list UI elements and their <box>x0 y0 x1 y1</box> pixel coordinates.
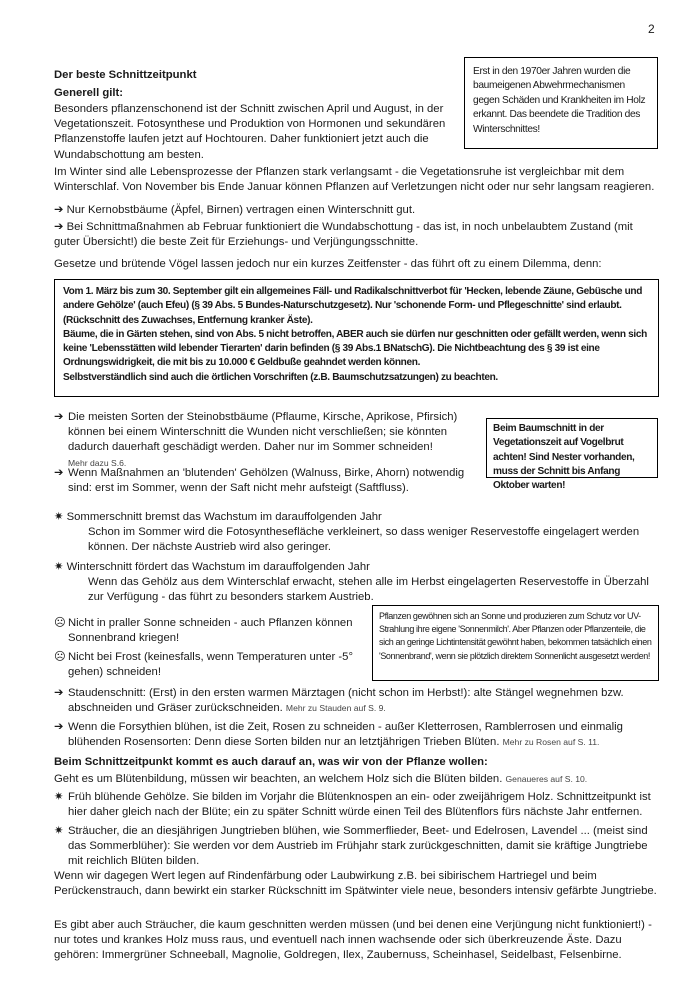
warning-text: Nicht bei Frost (keinesfalls, wenn Temperaturen unter -5° gehen) schneiden! <box>68 651 353 679</box>
arrow-item-steinobst <box>54 410 464 471</box>
arrow-item-rosen <box>54 720 658 750</box>
arrow-item-bleeding <box>54 466 474 496</box>
arrow-item-text: Wenn Maßnahmen an 'blutenden' Gehölzen (Walnuss, Birke, Ahorn) notwendig sind: erst im Sommer, wenn der Saft nicht mehr aufsteigt (Saftfluss). <box>68 467 465 495</box>
bloom-paragraph <box>54 772 658 787</box>
winter-paragraph: Im Winter sind alle Lebensprozesse der Pflanzen stark verlangsamt - die Vegetationsruhe ist vergleichbar mit dem Winterschlaf. Von November bis Ende Januar können Pflanzen auf Verletzungen nicht oder nur sehr langsam reagieren. <box>54 166 655 194</box>
arrow-item-kernobst <box>54 203 658 218</box>
page-reference: Genaueres auf S. 10. <box>505 774 588 784</box>
early-bloom-item <box>54 790 658 820</box>
asterisk-icon: ✷ <box>54 791 64 803</box>
item-text: Früh blühende Gehölze. Sie bilden im Vorjahr die Blütenknospen an ein- oder zweijährigem Holz. Schnittzeitpunkt ist hier daher gleich nach der Blüte; ein zu später Schnitt würde einen Teil des Blütenflors fürs nächste Jahr entfernen. <box>68 791 651 819</box>
arrow-icon: ➔ <box>54 204 67 216</box>
arrow-item-text: Die meisten Sorten der Steinobstbäume (Pflaume, Kirsche, Aprikose, Pfirsich) können bei einem Winterschnitt die Wunden nicht verschließen; sie könnten dadurch dauerhaft geschädigt werden. Daher nur im Sommer schneiden! <box>68 411 458 454</box>
warning-item-sun <box>54 616 364 646</box>
sad-face-icon: ☹ <box>54 617 66 629</box>
sun-box-text: Pflanzen gewöhnen sich an Sonne und produzieren zum Schutz vor UV-Strahlung ihre eigene 'Sonnenmilch'. Aber Pflanzen oder Pflanzenteile, die sich an geringe Lichtintensität gewöhnt haben, bekommen tatsächlich einen 'Sonnenbrand', wenn sie plötzlich direktem Sonnenlicht ausgesetzt werden! <box>379 611 652 661</box>
page-heading: Der beste Schnittzeitpunkt <box>54 69 197 81</box>
law-intro: Gesetze und brütende Vögel lassen jedoch nur ein kurzes Zeitfenster - das führt oft zu einem Dilemma, denn: <box>54 258 602 270</box>
sun-info-box <box>372 605 659 681</box>
warning-item-frost <box>54 650 364 680</box>
arrow-item-stauden <box>54 686 658 716</box>
arrow-item-text: Bei Schnittmaßnahmen ab Februar funktioniert die Wundabschottung - das ist, in noch unbelaubtem Zustand (mit guter Übersicht!) die beste Zeit für Erziehungs- und Verjüngungsschnitte. <box>54 221 633 249</box>
section-heading: Beim Schnittzeitpunkt kommt es auch darauf an, was wir von der Pflanze wollen: <box>54 756 488 768</box>
intro-paragraph: Besonders pflanzenschonend ist der Schnitt zwischen April und August, in der Vegetationszeit. Fotosynthese und Produktion von Hormonen und sekundären Pflanzenstoffe laufen jetzt auf Hochtouren. Daher funktioniert jetzt auch die Wundabschottung am besten. <box>54 103 446 161</box>
subheading: Generell gilt: <box>54 87 124 99</box>
warning-text: Nicht in praller Sonne schneiden - auch Pflanzen können Sonnenbrand kriegen! <box>68 617 353 645</box>
sad-face-icon: ☹ <box>54 651 66 663</box>
section-title: Sommerschnitt bremst das Wachstum im darauffolgenden Jahr <box>66 511 382 523</box>
arrow-icon: ➔ <box>54 221 67 233</box>
section-text: Wenn das Gehölz aus dem Winterschlaf erwacht, stehen alle im Herbst eingelagerten Reservestoffe in Überzahl zur Verfügung - das führt zu besonders starkem Austrieb. <box>88 576 649 604</box>
page-reference: Mehr dazu S.6. <box>68 457 127 468</box>
page-number: 2 <box>648 22 655 36</box>
arrow-icon: ➔ <box>54 721 64 733</box>
arrow-icon: ➔ <box>54 687 64 699</box>
bloom-text: Geht es um Blütenbildung, müssen wir beachten, an welchem Holz sich die Blüten bilden. <box>54 773 503 785</box>
law-box <box>54 279 659 397</box>
history-info-box <box>464 57 658 149</box>
history-box-text: Erst in den 1970er Jahren wurden die baumeigenen Abwehrmechanismen gegen Schäden und Krankheiten im Holz erkannt. Das beendete die Tradition des Winterschnittes! <box>473 66 646 135</box>
law-box-text-3: Selbstverständlich sind auch die örtlichen Vorschriften (z.B. Baumschutzsatzungen) zu beachten. <box>63 371 498 383</box>
arrow-item-february <box>54 220 658 250</box>
winter-cut-section <box>54 560 658 606</box>
arrow-icon: ➔ <box>54 411 64 423</box>
summer-cut-section <box>54 510 658 556</box>
asterisk-icon: ✷ <box>54 561 67 573</box>
law-box-text-2: Bäume, die in Gärten stehen, sind von Abs. 5 nicht betroffen, ABER auch sie dürfen nur geschnitten oder gefällt werden, wenn sich keine 'Lebensstätten wild lebender Tierarten' darin befinden (§ 39 Abs.1 BNatschG). Die Nichtbeachtung des § 39 ist eine Ordnungswidrigkeit, die mit bis zu 10.000 € Geldbuße geahndet werden können. <box>63 328 647 369</box>
arrow-item-text: Nur Kernobstbäume (Äpfel, Birnen) vertragen einen Winterschnitt gut. <box>66 204 416 216</box>
arrow-item-text: Staudenschnitt: (Erst) in den ersten warmen Märztagen (nicht schon im Herbst!): alte Stängel wegnehmen bzw. abschneiden und Gräser zurückschneiden. <box>68 687 624 715</box>
arrow-item-text: Wenn die Forsythien blühen, ist die Zeit, Rosen zu schneiden - außer Kletterrosen, Ramblerrosen und einmalig blühenden Rosensorten: Denn diese Sorten bilden nur an letztjährigen Trieben Blüten. <box>68 721 623 749</box>
page-reference: Mehr zu Rosen auf S. 11. <box>502 737 600 748</box>
law-box-text-1: Vom 1. März bis zum 30. September gilt ein allgemeines Fäll- und Radikalschnittverbot für 'Hecken, lebende Zäune, Gebüsche und andere Gehölze' (auch Efeu) (§ 39 Abs. 5 Bundes-Naturschutzgesetz). Nur 'schonende Form- und Pflegeschnitte' sind erlaubt. (Rückschnitt des Zuwachses, Entfernung kranker Äste). <box>63 286 643 326</box>
section-text: Schon im Sommer wird die Fotosynthesefläche verkleinert, so dass weniger Reservestoffe eingelagert werden können. Der nächste Austrieb wird also geringer. <box>88 526 640 554</box>
final-paragraph: Es gibt aber auch Sträucher, die kaum geschnitten werden müssen (und bei denen eine Verjüngung nicht funktioniert!) - nur totes und krankes Holz muss raus, und eventuell nach innen wachsende oder sich überkreuzende Äste. Dazu gehören: Immergrüner Schneeball, Magnolie, Goldregen, Ilex, Zaubernuss, Scheinhasel, Seidelbast, Felsenbirne. <box>54 919 652 962</box>
page-reference: Mehr zu Stauden auf S. 9. <box>285 703 386 714</box>
summer-bloom-item <box>54 824 658 870</box>
arrow-icon: ➔ <box>54 467 64 479</box>
asterisk-icon: ✷ <box>54 511 67 523</box>
item-text: Sträucher, die an diesjährigen Jungtrieben blühen, wie Sommerflieder, Beet- und Edelrosen, Lavendel ... (meist sind das Sommerblüher): Sie werden vor dem Austrieb im Frühjahr stark zurückgeschnitten, damit sie kräftige Jungtriebe mit reichlich Blüten bilden. <box>68 825 648 868</box>
bark-paragraph: Wenn wir dagegen Wert legen auf Rindenfärbung oder Laubwirkung z.B. bei sibirischem Hartriegel und beim Perückenstrauch, dann bewirkt ein starker Rückschnitt im Spätwinter viele neue, besonders intensiv gefärbte Jungtriebe. <box>54 870 657 898</box>
birds-box-text: Beim Baumschnitt in der Vegetationszeit auf Vogelbrut achten! Sind Nester vorhanden, muss der Schnitt bis Anfang Oktober warten! <box>493 423 635 492</box>
asterisk-icon: ✷ <box>54 825 64 837</box>
section-title: Winterschnitt fördert das Wachstum im darauffolgenden Jahr <box>66 561 370 573</box>
birds-info-box <box>486 418 658 492</box>
